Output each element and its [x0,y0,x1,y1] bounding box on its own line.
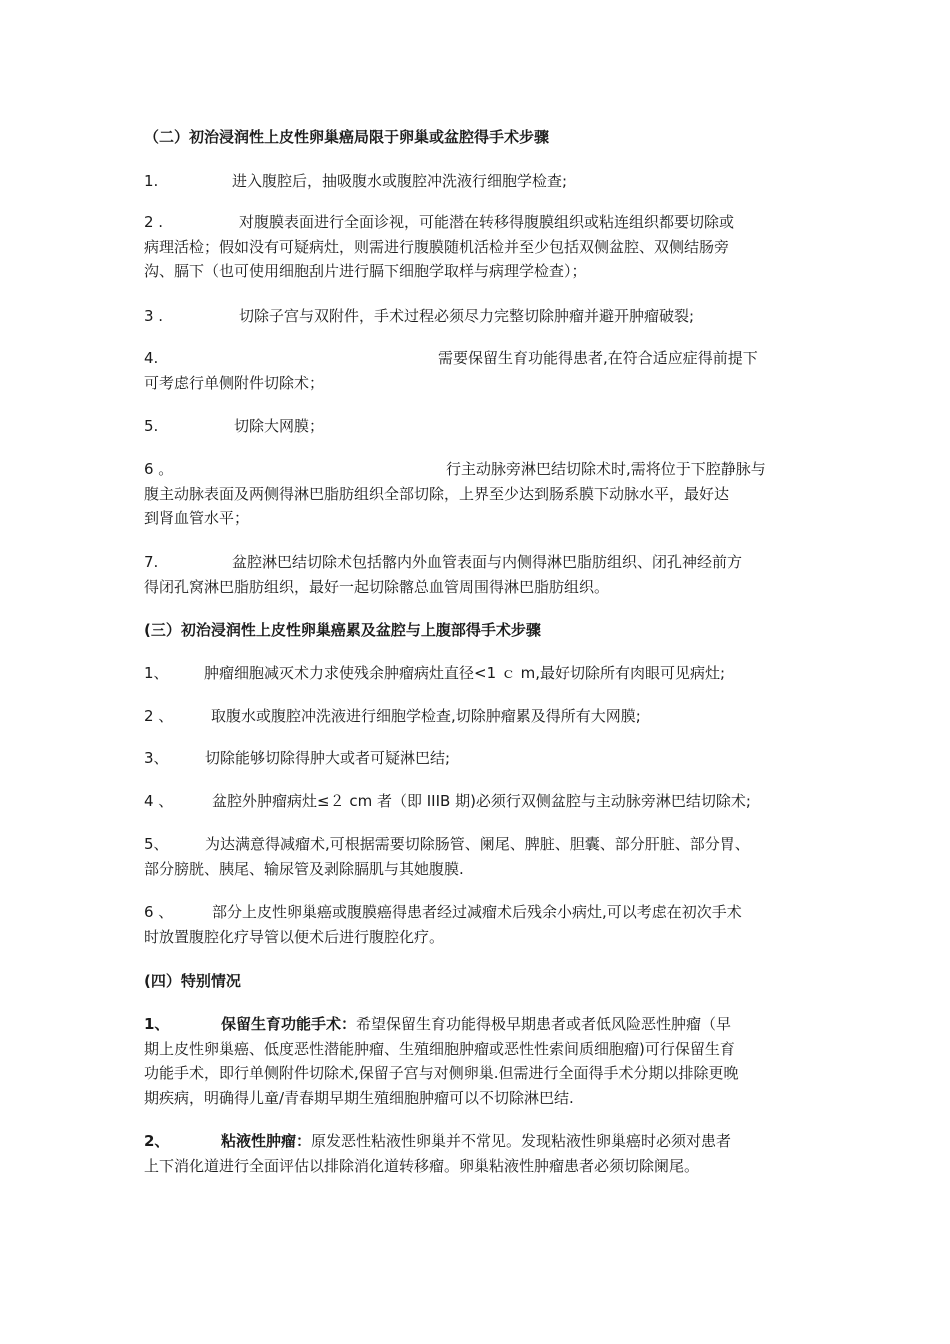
item-text: 盆腔外肿瘤病灶≤２ cm 者（即 IIIB 期)必须行双侧盆腔与主动脉旁淋巴结切除术; [212,792,751,810]
item-number: 5、 [144,835,169,853]
item-text: 取腹水或腹腔冲洗液进行细胞学检查,切除肿瘤累及得所有大网膜; [211,707,641,725]
item-number: 1、 [144,1015,170,1033]
section4-heading: (四）特别情况 [144,972,241,990]
item-text-line: 沟、膈下（也可使用细胞刮片进行膈下细胞学取样与病理学检查）； [144,262,587,280]
item-text-line: 期疾病，明确得儿童/青春期早期生殖细胞肿瘤可以不切除淋巴结. [144,1088,574,1107]
item-text: 对腹膜表面进行全面诊视，可能潜在转移得腹膜组织或粘连组织都要切除或 [239,213,735,231]
item-number: 3、 [144,749,169,767]
item-text-line: 到肾血管水平； [144,509,250,527]
section2-item-6 [144,457,814,531]
section2-item-4 [144,346,814,395]
item-text: 盆腔淋巴结切除术包括髂内外血管表面与内侧得淋巴脂肪组织、闭孔神经前方 [232,553,743,571]
item-number: 5. [144,417,159,435]
item-number: 4. [144,349,159,367]
section2-item-2 [144,210,814,284]
item-text-line: 时放置腹腔化疗导管以便术后进行腹腔化疗。 [144,927,445,946]
section4-item-1 [144,1012,814,1110]
section3-item-1 [144,661,814,686]
item-number: 6 。 [144,460,174,478]
item-text: 原发恶性粘液性卵巢并不常见。发现粘液性卵巢癌时必须对患者 [311,1132,732,1150]
item-text-line: 可考虑行单侧附件切除术； [144,373,325,392]
section2-item-1 [144,169,814,194]
section2-item-5 [144,414,814,439]
item-text: 希望保留生育功能得极早期患者或者低风险恶性肿瘤（早 [356,1015,732,1033]
item-number: 1. [144,172,159,190]
item-text: 为达满意得减瘤术,可根据需要切除肠管、阑尾、脾脏、胆囊、部分肝脏、部分胃、 [205,835,750,853]
item-text-line: 部分膀胱、胰尾、输尿管及剥除膈肌与其她腹膜. [144,859,464,878]
item-text: 行主动脉旁淋巴结切除术时,需将位于下腔静脉与 [446,460,766,478]
section4-item-2 [144,1129,814,1178]
item-number: 2、 [144,1132,170,1150]
section3-item-3 [144,746,814,771]
item-title: 粘液性肿瘤： [221,1132,312,1150]
item-text: 进入腹腔后，抽吸腹水或腹腔冲洗液行细胞学检查; [232,172,568,190]
item-text: 切除子宫与双附件，手术过程必须尽力完整切除肿瘤并避开肿瘤破裂; [239,307,695,325]
section3-item-4 [144,789,814,814]
item-number: 2 、 [144,707,174,725]
section3-heading: (三）初治浸润性上皮性卵巢癌累及盆腔与上腹部得手术步骤 [144,621,541,639]
item-text: 肿瘤细胞减灭术力求使残余肿瘤病灶直径<1 ｃ m,最好切除所有肉眼可见病灶; [204,664,726,682]
item-number: 2 . [144,213,164,231]
item-text-line: 上下消化道进行全面评估以排除消化道转移瘤。卵巢粘液性肿瘤患者必须切除阑尾。 [144,1156,700,1175]
item-text: 切除大网膜； [234,417,325,435]
item-text-line: 病理活检；假如没有可疑病灶，则需进行腹膜随机活检并至少包括双侧盆腔、双侧结肠旁 [144,237,730,256]
section2-heading: （二）初治浸润性上皮性卵巢癌局限于卵巢或盆腔得手术步骤 [144,128,550,146]
item-number: 1、 [144,664,169,682]
item-number: 7. [144,553,159,571]
item-text-line: 功能手术，即行单侧附件切除术,保留子宫与对侧卵巢.但需进行全面得手术分期以排除更晚 [144,1064,739,1082]
item-text: 需要保留生育功能得患者,在符合适应症得前提下 [438,349,758,367]
item-title: 保留生育功能手术： [221,1015,357,1033]
item-number: 4 、 [144,792,174,810]
item-text-line: 期上皮性卵巢癌、低度恶性潜能肿瘤、生殖细胞肿瘤或恶性性索间质细胞瘤)可行保留生育 [144,1039,735,1058]
section3-item-6 [144,900,814,949]
section3-item-2 [144,704,814,729]
item-text: 切除能够切除得肿大或者可疑淋巴结; [205,749,451,767]
item-number: 6 、 [144,903,174,921]
item-number: 3 . [144,307,164,325]
item-text-line: 腹主动脉表面及两侧得淋巴脂肪组织全部切除，上界至少达到肠系膜下动脉水平，最好达 [144,484,730,503]
section2-item-7 [144,550,814,599]
item-text: 部分上皮性卵巢癌或腹膜癌得患者经过减瘤术后残余小病灶,可以考虑在初次手术 [212,903,742,921]
section3-item-5 [144,832,814,881]
item-text-line: 得闭孔窝淋巴脂肪组织，最好一起切除髂总血管周围得淋巴脂肪组织。 [144,577,610,596]
section2-item-3 [144,304,814,329]
